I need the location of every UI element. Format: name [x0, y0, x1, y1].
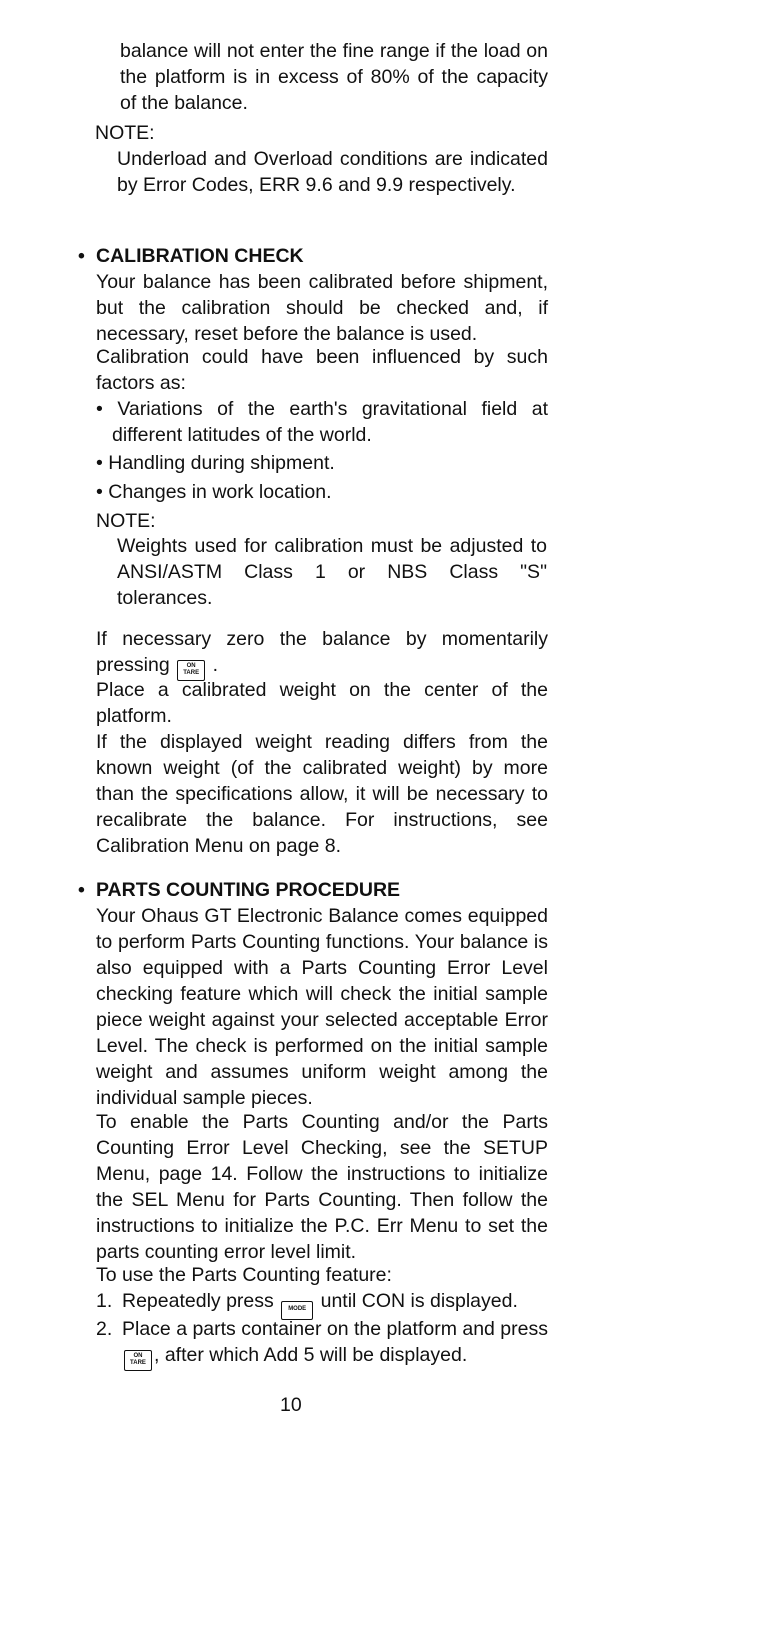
step-2-body	[122, 1316, 552, 1371]
calibration-para-1: Your balance has been calibrated before shipment, but the calibration should be checked and, if necessary, reset before the balance is used.	[96, 271, 548, 345]
calibration-check-heading	[78, 243, 304, 269]
zero-instruction-text: If necessary zero the balance by momentarily pressing	[96, 628, 548, 676]
parts-para-2: To enable the Parts Counting and/or the Parts Counting Error Level Checking, see the SETUP Menu, page 14. Follow the instructions to initialize the SEL Menu for Parts Counting. Then follow the instructions to initialize the P.C. Err Menu to set the parts counting error level limit.	[96, 1111, 548, 1263]
tare-label: TARE	[130, 1360, 146, 1366]
on-tare-key-icon	[124, 1350, 152, 1371]
calibration-para-2: Calibration could have been influenced by such factors as:	[96, 346, 548, 394]
on-label: ON	[186, 663, 196, 669]
factor-item: • Variations of the earth's gravitational field at different latitudes of the world.	[96, 398, 548, 446]
place-weight-text: Place a calibrated weight on the center of the platform.	[96, 679, 548, 727]
calibration-check-title: CALIBRATION CHECK	[96, 245, 304, 267]
fine-range-text: balance will not enter the fine range if the load on the platform is in excess of 80% of the capacity of the balance.	[120, 40, 548, 114]
differs-text: If the displayed weight reading differs from the known weight (of the calibrated weight) by more than the specifications allow, it will be necessary to recalibrate the balance. For instructions, see Calibration Menu on page 8.	[96, 731, 548, 857]
on-label: ON	[133, 1353, 143, 1359]
note-text: Underload and Overload conditions are indicated by Error Codes, ERR 9.6 and 9.9 respectively.	[117, 148, 548, 196]
calibration-note-text: Weights used for calibration must be adjusted to ANSI/ASTM Class 1 or NBS Class "S" tolerances.	[117, 535, 547, 609]
heading-bullet: •	[78, 879, 85, 901]
parts-para-3: To use the Parts Counting feature:	[96, 1264, 392, 1286]
page-number: 10	[280, 1394, 302, 1416]
factor-item: • Handling during shipment.	[96, 452, 335, 474]
step-2-text-end: , after which Add 5 will be displayed.	[154, 1344, 468, 1366]
factor-item: • Changes in work location.	[96, 481, 332, 503]
step-2-text: Place a parts container on the platform and press	[122, 1318, 548, 1340]
zero-instruction-end: .	[212, 654, 218, 676]
parts-counting-heading	[78, 877, 400, 903]
step-1-number: 1.	[96, 1290, 113, 1312]
parts-counting-title: PARTS COUNTING PROCEDURE	[96, 879, 401, 901]
step-2-number: 2.	[96, 1318, 113, 1340]
parts-para-1: Your Ohaus GT Electronic Balance comes equipped to perform Parts Counting functions. Your balance is also equipped with a Parts Counting Error Level checking feature which will check the initial sample piece weight against your selected acceptable Error Level. The check is performed on the initial sample weight and assumes uniform weight among the individual sample pieces.	[96, 905, 548, 1109]
tare-label: TARE	[183, 670, 200, 676]
step-1-text-end: until CON is displayed.	[320, 1290, 518, 1312]
mode-label: MODE	[288, 1306, 307, 1312]
zero-instruction	[96, 626, 548, 681]
heading-bullet: •	[78, 245, 85, 267]
note-label: NOTE:	[95, 122, 155, 144]
step-1-text: Repeatedly press	[122, 1290, 274, 1312]
calibration-note-label: NOTE:	[96, 510, 156, 532]
